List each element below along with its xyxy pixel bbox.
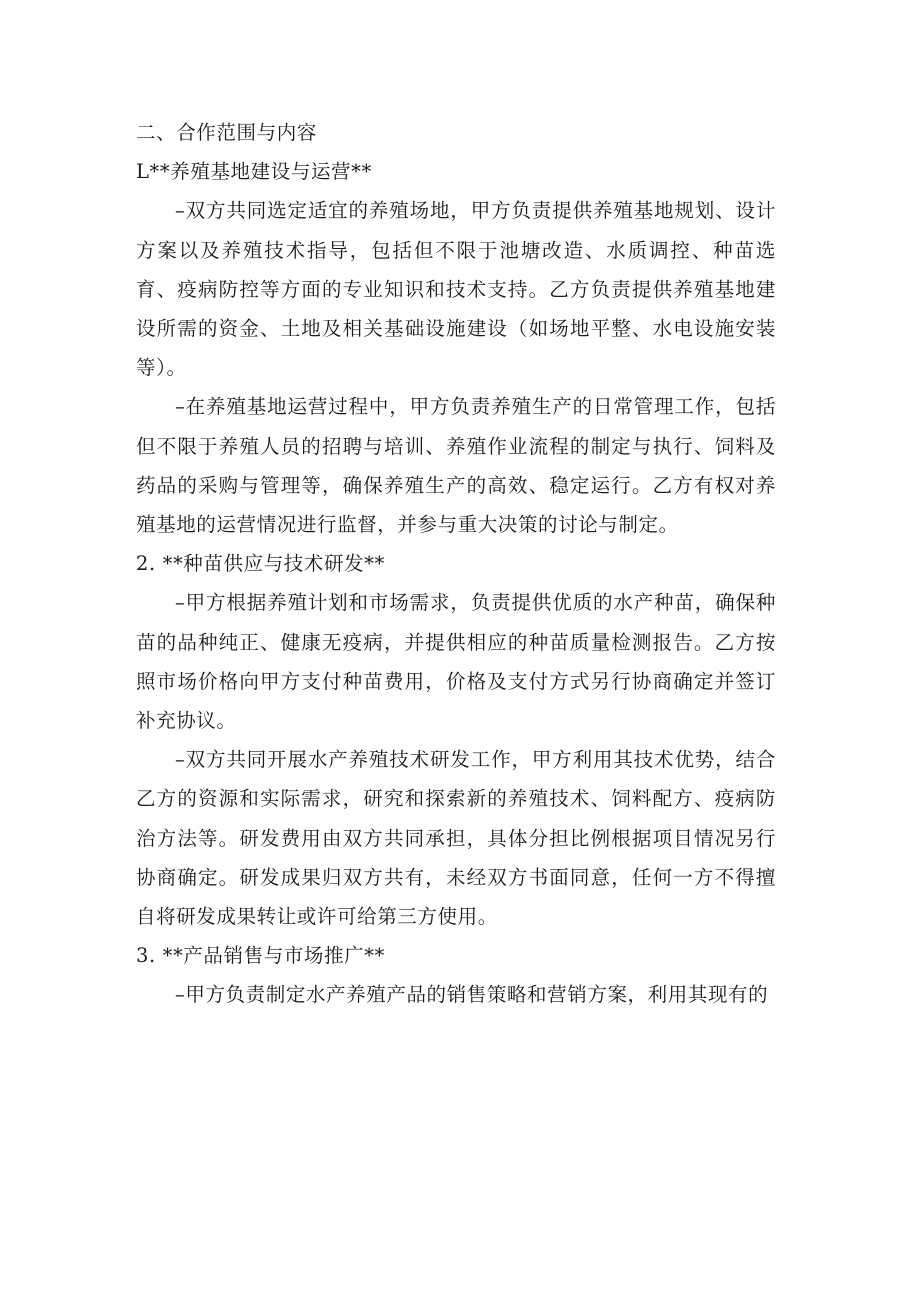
subheading-product-sales: 3. **产品销售与市场推广**: [136, 944, 385, 968]
subheading-seedling-supply: 2. **种苗供应与技术研发**: [136, 552, 385, 576]
subheading-breeding-base: L**养殖基地建设与运营**: [136, 160, 372, 184]
paragraph: –在养殖基地运营过程中，甲方负责养殖生产的日常管理工作，包括但不限于养殖人员的招聘与培训、养殖作业流程的制定与执行、饲料及药品的采购与管理等，确保养殖生产的高效、稳定运行。乙方有权对养殖基地的运营情况进行监督，并参与重大决策的讨论与制定。: [136, 395, 776, 537]
paragraph: –甲方负责制定水产养殖产品的销售策略和营销方案，利用其现有的: [175, 983, 769, 1007]
paragraph: –双方共同选定适宜的养殖场地，甲方负责提供养殖基地规划、设计方案以及养殖技术指导，包括但不限于池塘改造、水质调控、种苗选育、疫病防控等方面的专业知识和技术支持。乙方负责提供养殖基地建设所需的资金、土地及相关基础设施建设（如场地平整、水电设施安装等）。: [136, 199, 776, 380]
document-body: [136, 113, 776, 1015]
paragraph: –双方共同开展水产养殖技术研发工作，甲方利用其技术优势，结合乙方的资源和实际需求，研究和探索新的养殖技术、饲料配方、疫病防治方法等。研发费用由双方共同承担，具体分担比例根据项目情况另行协商确定。研发成果归双方共有，未经双方书面同意，任何一方不得擅自将研发成果转让或许可给第三方使用。: [136, 748, 776, 929]
paragraph: –甲方根据养殖计划和市场需求，负责提供优质的水产种苗，确保种苗的品种纯正、健康无疫病，并提供相应的种苗质量检测报告。乙方按照市场价格向甲方支付种苗费用，价格及支付方式另行协商确定并签订补充协议。: [136, 591, 776, 733]
section-title: 二、合作范围与内容: [136, 121, 317, 144]
